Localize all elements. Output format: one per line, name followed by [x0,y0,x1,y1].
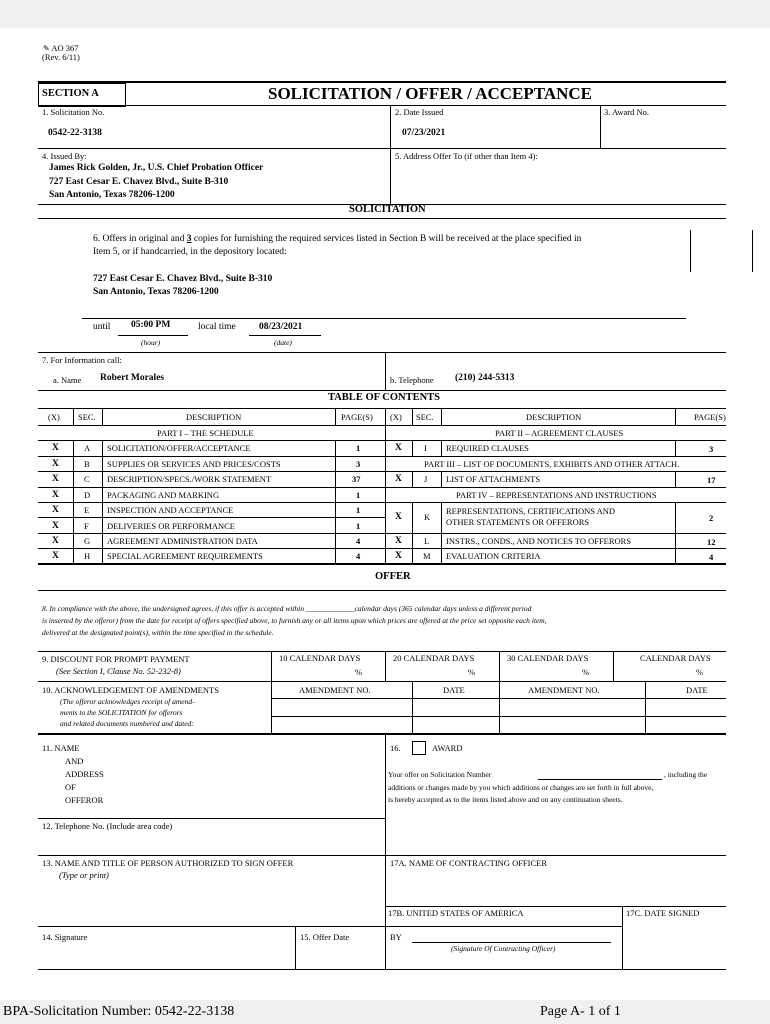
toc-right-pages-m: 4 [709,552,714,562]
toc-part1: PART I – THE SCHEDULE [157,428,254,438]
award-line2: additions or changes made by you which additions or changes are set forth in full above, [388,783,654,792]
toc-right-sec-j: J [424,474,428,484]
item1-label: 1. Solicitation No. [42,107,105,117]
depository-addr1: 727 East Cesar E. Chavez Blvd., Suite B-310 [93,274,273,284]
toc-left-sec: G [84,536,91,546]
amendment-no-header-2: AMENDMENT NO. [528,685,600,695]
contact-telephone: (210) 244-5313 [455,373,515,383]
discount-20-days: 20 CALENDAR DAYS [393,653,475,663]
issued-by-line1: James Rick Golden, Jr., U.S. Chief Probation Officer [49,163,264,173]
item17a-label: 17A. NAME OF CONTRACTING OFFICER [390,858,548,868]
toc-left-x: X [52,490,59,500]
date-issued: 07/23/2021 [402,128,446,138]
toc-left-sec: H [84,551,91,561]
contact-name-label: a. Name [53,375,82,385]
toc-right-x-l: X [395,536,402,546]
toc-right-x-k: X [395,512,402,522]
issued-by-line2: 727 East Cesar E. Chavez Blvd., Suite B-310 [49,177,229,187]
item4-label: 4. Issued By: [42,151,87,161]
toc-left-desc: SPECIAL AGREEMENT REQUIREMENTS [107,551,263,561]
toc-right-pages-j: 17 [707,475,716,485]
hour-caption: (hour) [141,338,161,347]
item12-label: 12. Telephone No. (Include area code) [42,821,173,831]
viewer-top-bar [0,0,770,28]
item11-line5: OFFEROR [65,795,104,805]
toc-right-sec-i: I [424,443,427,453]
toc-right-pages-i: 3 [709,444,714,454]
item10-line4: and related documents numbered and dated: [60,719,194,728]
award-line1b: , including the [664,770,708,779]
item3-label: 3. Award No. [604,107,650,117]
item17c-label: 17C. DATE SIGNED [626,908,700,918]
toc-left-pages: 1 [356,505,361,515]
item2-label: 2. Date Issued [395,107,444,117]
item16-label: 16. [390,743,401,753]
solicitation-number: 0542-22-3138 [48,128,102,138]
toc-left-x: X [52,521,59,531]
item9-line1: 9. DISCOUNT FOR PROMPT PAYMENT [42,654,190,664]
footer-solicitation: BPA-Solicitation Number: 0542-22-3138 [3,1004,235,1019]
local-time-label: local time [198,322,236,332]
form-title: SOLICITATION / OFFER / ACCEPTANCE [268,84,592,103]
toc-left-pages: 4 [356,551,361,561]
toc-left-x: X [52,443,59,453]
discount-calendar-days: CALENDAR DAYS [640,653,711,663]
pct-cal: % [696,667,704,677]
toc-left-sec: C [84,474,90,484]
toc-left-desc: INSPECTION AND ACCEPTANCE [107,505,234,515]
toc-col-desc: DESCRIPTION [186,412,242,422]
toc-left-sec: F [84,521,89,531]
item11-line1: 11. NAME [42,743,80,753]
toc-right-desc-i: REQUIRED CLAUSES [446,443,529,453]
date-caption: (date) [274,338,292,347]
section-label: SECTION A [42,88,99,99]
item13-line2: (Type or print) [59,870,109,880]
solicitation-heading: SOLICITATION [349,204,426,215]
item13-line1: 13. NAME AND TITLE OF PERSON AUTHORIZED TO SIGN OFFER [42,858,294,868]
item6-line2: Item 5, or if handcarried, in the depository located: [93,247,287,257]
award-checkbox[interactable] [412,741,426,755]
pen-icon: ✎ [43,44,50,53]
toc-left-desc: SUPPLIES OR SERVICES AND PRICES/COSTS [107,459,281,469]
toc-right-pages-l: 12 [707,537,716,547]
toc-left-pages: 1 [356,443,361,453]
toc-right-sec-l: L [424,536,430,546]
issued-by-line3: San Antonio, Texas 78206-1200 [49,190,175,200]
toc-right-pages-k: 2 [709,513,714,523]
offer-heading: OFFER [375,571,411,582]
item10-line3: ments to the SOLICITATION for offerors [60,708,183,717]
item11-line3: ADDRESS [65,769,104,779]
due-hour: 05:00 PM [131,320,171,330]
toc-left-sec: D [84,490,91,500]
form-revision: (Rev. 6/11) [42,52,80,62]
toc-left-pages: 4 [356,536,361,546]
signature-caption: (Signature Of Contracting Officer) [451,944,556,953]
toc-right-desc-l: INSTRS., CONDS., AND NOTICES TO OFFERORS [446,536,632,546]
toc-col-desc-right: DESCRIPTION [526,412,582,422]
award-line3: is hereby accepted as to the items listed above and on any continuation sheets. [388,795,623,804]
toc-right-desc-j: LIST OF ATTACHMENTS [446,474,541,484]
amend-date-header-2: DATE [686,685,708,695]
form-id: ✎ AO 367 [43,43,79,53]
until-label: until [93,322,111,332]
toc-left-desc: PACKAGING AND MARKING [107,490,220,500]
item17b-label: 17B. UNITED STATES OF AMERICA [388,908,524,918]
toc-right-desc-k1: REPRESENTATIONS, CERTIFICATIONS AND [446,506,616,516]
toc-col-pages-right: PAGE(S) [694,412,726,422]
item8-line2: is inserted by the offeror) from the date for receipt of offers specified above, to furnish any or all items upon which prices are offered at the price set opposite each item, [42,616,547,625]
item7-label: 7. For Information call: [42,355,122,365]
toc-right-sec-m: M [423,551,431,561]
toc-left-desc: AGREEMENT ADMINISTRATION DATA [107,536,258,546]
toc-left-x: X [52,551,59,561]
item6-line1: 6. Offers in original and 3 copies for furnishing the required services listed in Section B will be received at the place specified in [93,234,582,244]
toc-left-x: X [52,474,59,484]
footer-page: Page A- 1 of 1 [540,1004,621,1019]
award-label: AWARD [432,743,463,753]
toc-part4: PART IV – REPRESENTATIONS AND INSTRUCTIONS [456,490,657,500]
item5-label: 5. Address Offer To (if other than Item 4): [395,151,538,161]
telephone-label: b. Telephone [390,375,434,385]
toc-heading: TABLE OF CONTENTS [328,392,441,403]
item8-line3: delivered at the designated point(s), within the time specified in the schedule. [42,628,274,637]
toc-left-pages: 3 [356,459,361,469]
by-label: BY [390,932,402,942]
toc-right-sec-k: K [424,512,431,522]
item10-line1: 10. ACKNOWLEDGEMENT OF AMENDMENTS [42,685,219,695]
toc-left-pages: 1 [356,521,361,531]
toc-right-x-j: X [395,474,402,484]
toc-col-pages: PAGE(S) [341,412,373,422]
toc-left-desc: DESCRIPTION/SPECS./WORK STATEMENT [107,474,272,484]
depository-addr2: San Antonio, Texas 78206-1200 [93,287,219,297]
toc-right-desc-m: EVALUATION CRITERIA [446,551,541,561]
discount-30-days: 30 CALENDAR DAYS [507,653,589,663]
toc-left-x: X [52,505,59,515]
toc-part2: PART II – AGREEMENT CLAUSES [495,428,624,438]
item11-line2: AND [65,756,84,766]
amend-date-header-1: DATE [443,685,465,695]
item10-line2: (The offeror acknowledges receipt of amend- [60,697,195,706]
toc-left-x: X [52,459,59,469]
toc-left-sec: B [84,459,90,469]
toc-left-x: X [52,536,59,546]
item15-label: 15. Offer Date [300,932,350,942]
toc-right-x-m: X [395,551,402,561]
item14-label: 14. Signature [42,932,88,942]
item9-line2: (See Section I, Clause No. 52-232-8) [56,666,181,676]
amendment-no-header-1: AMENDMENT NO. [299,685,371,695]
pct-30: % [582,667,590,677]
discount-10-days: 10 CALENDAR DAYS [279,653,361,663]
toc-left-pages: 1 [356,490,361,500]
toc-right-x-i: X [395,443,402,453]
toc-col-x-right: (X) [390,412,402,422]
toc-left-pages: 37 [352,474,361,484]
pct-10: % [355,667,363,677]
toc-left-sec: A [84,443,91,453]
item8-line1: 8. In compliance with the above, the undersigned agrees, if this offer is accepted within _____________calendar days (365 calendar days unless a different period [42,604,532,613]
toc-col-x: (X) [48,412,60,422]
toc-part3: PART III – LIST OF DOCUMENTS, EXHIBITS AND OTHER ATTACH. [424,459,680,469]
contact-name: Robert Morales [100,373,165,383]
toc-col-sec: SEC. [78,412,96,422]
award-line1a: Your offer on Solicitation Number [388,770,492,779]
toc-col-sec-right: SEC. [416,412,434,422]
toc-right-desc-k2: OTHER STATEMENTS OR OFFERORS [446,517,590,527]
pct-20: % [468,667,476,677]
toc-left-desc: SOLICITATION/OFFER/ACCEPTANCE [107,443,251,453]
toc-left-sec: E [84,505,90,515]
due-date: 08/23/2021 [259,322,303,332]
toc-left-desc: DELIVERIES OR PERFORMANCE [107,521,235,531]
item11-line4: OF [65,782,76,792]
